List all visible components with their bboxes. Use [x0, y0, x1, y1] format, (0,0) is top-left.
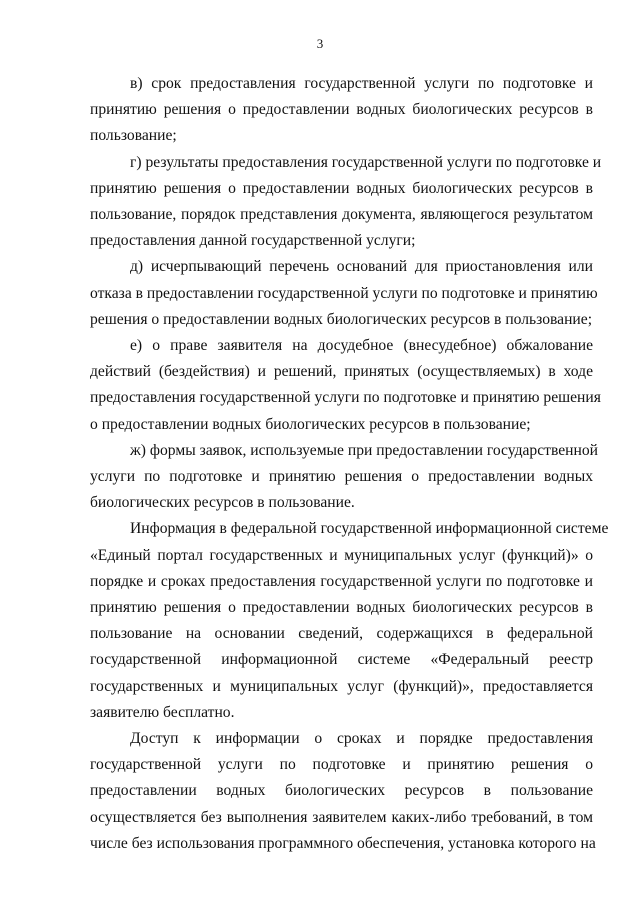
paragraph-v — [90, 71, 593, 150]
paragraph-d — [90, 254, 598, 333]
text-line: «Единый портал государственных и муниципальных услуг (функций)» о — [90, 546, 593, 564]
text-line: е) о праве заявителя на досудебное (внесудебное) обжалование — [130, 337, 593, 355]
paragraph-info — [90, 516, 609, 726]
paragraph-dostup — [90, 726, 596, 857]
paragraph-g — [90, 150, 602, 255]
paragraph-e — [90, 333, 601, 438]
text-line: заявителю бесплатно. — [90, 703, 235, 721]
text-line: числе без использования программного обеспечения, установка которого на — [90, 834, 596, 852]
text-line: г) результаты предоставления государственной услуги по подготовке и — [130, 153, 602, 171]
text-line: решения о предоставлении водных биологических ресурсов в пользование; — [90, 310, 593, 328]
body-text — [90, 71, 609, 857]
text-line: предоставлении водных биологических ресурсов в пользование — [90, 782, 593, 800]
text-line: принятию решения о предоставлении водных биологических ресурсов в — [90, 101, 593, 119]
text-line: пользование на основании сведений, содержащихся в федеральной — [90, 625, 593, 643]
paragraph-zh — [90, 438, 598, 517]
text-line: принятию решения о предоставлении водных биологических ресурсов в — [90, 599, 593, 617]
text-line: осуществляется без выполнения заявителем каких-либо требований, в том — [90, 808, 593, 826]
text-line: ж) формы заявок, используемые при предоставлении государственной — [130, 441, 598, 459]
text-line: государственных и муниципальных услуг (функций)», предоставляется — [90, 677, 593, 695]
text-line: д) исчерпывающий перечень оснований для приостановления или — [130, 258, 593, 276]
text-line: Информация в федеральной государственной информационной системе — [130, 520, 609, 538]
text-line: Доступ к информации о сроках и порядке предоставления — [130, 730, 593, 748]
text-line: биологических ресурсов в пользование. — [90, 494, 355, 512]
text-line: в) срок предоставления государственной услуги по подготовке и — [130, 75, 593, 92]
text-line: услуги по подготовке и принятию решения о предоставлении водных — [90, 468, 593, 486]
text-line: принятию решения о предоставлении водных биологических ресурсов в — [90, 179, 593, 197]
text-line: государственной информационной системе «Федеральный реестр — [90, 651, 593, 669]
text-line: действий (бездействия) и решений, принятых (осуществляемых) в ходе — [90, 363, 593, 381]
text-line: отказа в предоставлении государственной услуги по подготовке и принятию — [90, 284, 598, 302]
text-line: государственной услуги по подготовке и принятию решения о — [90, 756, 593, 774]
text-line: о предоставлении водных биологических ресурсов в пользование; — [90, 415, 531, 433]
page-number: 3 — [316, 36, 324, 51]
text-line: пользование, порядок представления документа, являющегося результатом — [90, 206, 593, 224]
text-line: пользование; — [90, 127, 177, 145]
text-line: предоставления данной государственной услуги; — [90, 232, 416, 250]
text-line: предоставления государственной услуги по подготовке и принятию решения — [90, 389, 601, 407]
text-line: порядке и сроках предоставления государственной услуги по подготовке и — [90, 572, 593, 590]
